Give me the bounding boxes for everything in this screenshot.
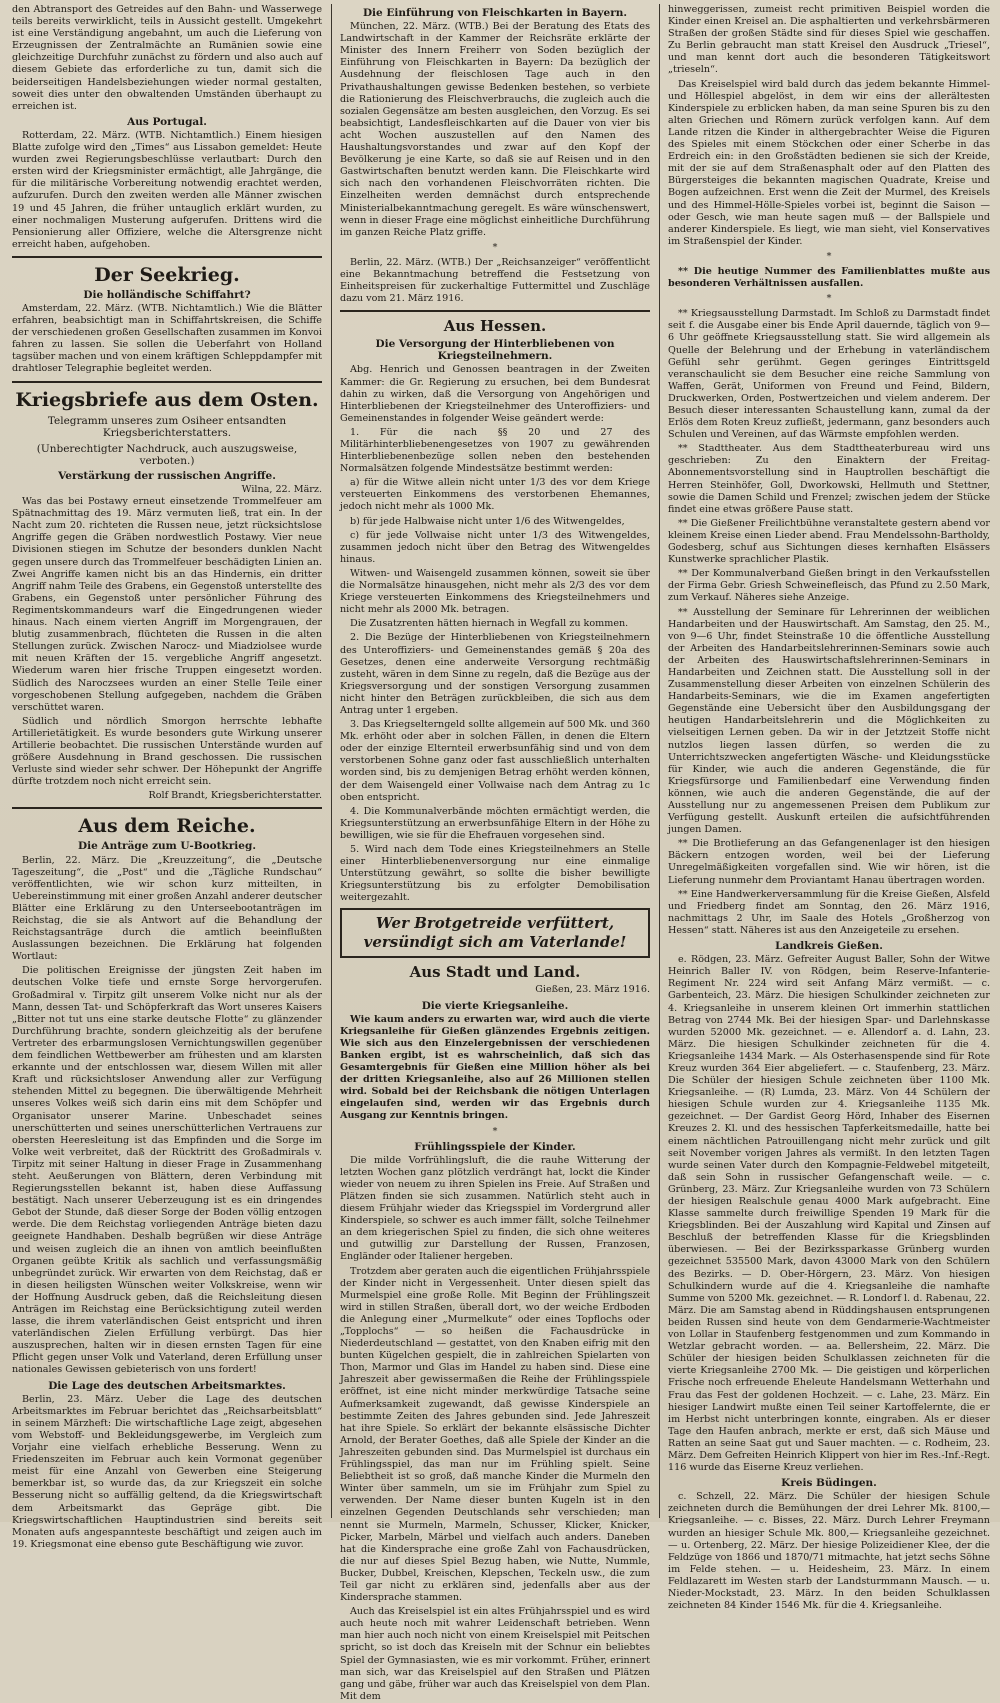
arbeitsmarkt-paragraph: Berlin, 23. März. Ueber die Lage des deutschen Arbeitsmarktes im Februar berichtet das „Reichsarbeitsblatt“ in seinem Märzheft: Die wirtschaftliche Lage zeigt, abgesehen vom Webstoff- und Bekleidungsgewerbe, im Vergleich zum Vorjahr eine vielfach erhebliche Besserung. Wenn zu Friedenszeiten im Februar auch kein Vormonat gegenüber meist für eine Anzahl von Gewerben eine Steigerung bemerkbar ist, so wurde das, da zur Kriegszeit ein solche Besserung nicht so auffällig geltend, da die Kriegswirtschaft dem Arbeitsmarkt das Gepräge gibt. Die Kriegswirtschaftlichen Hauptindustrien sind bereits seit Monaten aufs angespannteste beschäftigt und zeigen auch im 19. Kriegsmonat eine ebenso gute Beschäftigung wie zuvor. [12, 1393, 322, 1550]
fruehlingsspiele-paragraph-2: Trotzdem aber geraten auch die eigentlichen Frühjahrsspiele der Kinder nicht in Vergessenheit. Unter diesen spielt das Murmelspiel eine große Rolle. Mit Beginn der Frühlingszeit wird in stillen Straßen, überall dort, wo der weiche Erdboden die Anlegung einer „Murmelkute“ oder eines Topflochs oder „Topplochs“ — so heißen die Fachausdrücke in Niederdeutschland — gestattet, von den Knaben eifrig mit den bunten Kügelchen gespielt, die in zahlreichen Spielarten von Thon, Marmor und Glas im Handel zu haben sind. Diese eine Jahreszeit aber gewissermaßen die Reihe der Frühlingsspiele eröffnet, ist eine nicht minder merkwürdige Tatsache seine Aufmerksamkeit zugewandt, daß gewisse Kinderspiele an bestimmte Zeiten des Jahres gebunden sind. Jede Jahreszeit hat ihre Spiele. So erklärt der bekannte elsässische Dichter Arnold, der Berater Goethes, daß alle Spiele der Kinder an die Jahreszeiten gebunden sind. Das Murmelspiel ist durchaus ein Frühlingsspiel, das man nur im Frühling spielt. Seine Beliebtheit ist so groß, daß manche Kinder die Murmeln den Winter über sammeln, um sie im Frühjahr zum Spiel zu verwenden. Der Name dieser bunten Kugeln ist in den einzelnen Gegenden Deutschlands sehr verschieden; man nennt sie Murmeln, Marmeln, Schusser, Klicker, Knicker, Picker, Marbeln, Märbel und vielfach auch anders. Daneben hat die Kindersprache eine große Zahl von Fachausdrücken, die nur auf dieses Spiel Bezug haben, wie Nutte, Nummle, Bucker, Dubbel, Kreischen, Klepschen, Teckeln usw., die zum Teil gar nicht zu erklären sind, jedenfalls aber aus der Kindersprache stammen. [340, 1265, 650, 1604]
portugal-headline: Aus Portugal. [127, 115, 207, 128]
seekrieg-subheadline: Die holländische Schiffahrt? [83, 288, 251, 301]
separator-star: * [492, 1125, 498, 1137]
stadt-land-dateline: Gießen, 23. März 1916. [535, 984, 650, 996]
osten-headline: Kriegsbriefe aus dem Osten. [15, 388, 319, 411]
kriegsanleihe-subheadline: Die vierte Kriegsanleihe. [421, 999, 569, 1012]
fruehlingsspiele-paragraph-1: Die milde Vorfrühlingsluft, die die rauhe Witterung der letzten Wochen ganz plötzlich verdrängt hat, lockt die Kinder wieder von neuem zu ihren Spielen ins Freie. Auf Straßen und Plätzen finden sie sich zusammen. Natürlich steht auch in diesem Frühjahr wieder das Kriegsspiel im Vordergrund aller Kinderspiele, so schwer es auch immer fällt, solche Teilnehmer an dem kriegerischen Spiel zu finden, die sich ohne weiteres und gutwillig zur Darstellung der Russen, Franzosen, Engländer oder Italiener hergeben. [340, 1154, 650, 1263]
futtermittel-article: Berlin, 22. März. (WTB.) Der „Reichsanzeiger“ veröffentlicht eine Bekanntmachung betreffend die Festsetzung von Einheitspreisen für zuckerhaltige Futtermittel und Zuschläge dazu vom 21. März 1916. [340, 256, 650, 305]
article-continuation: den Abtransport des Getreides auf den Bahn- und Wasserwege teils bereits verwirklicht, teils in Aussicht gestellt. Umgekehrt ist eine Verständigung angebahnt, um auch die Lieferung von Erzeugnissen der Zentralmächte an Rumänien sowie eine gleichzeitige Durchfuhr zunächst zu fördern und also auch auf diesem Gebiete das erforderliche zu tun, damit sich die beiderseitigen Handelsbeziehungen wieder normal gestalten, soweit dies unter den obwaltenden Umständen überhaupt zu erreichen ist. [12, 4, 322, 112]
column-2 [340, 4, 650, 1702]
brotlieferung-article: ** Die Brotlieferung an das Gefangenenlager ist den hiesigen Bäckern entzogen worden, weil bei der Lieferung Unregelmäßigkeiten vorgefallen sind. Wie wir hören, ist die Lieferung nunmehr dem Proviantamt Hanau übertragen worden. [668, 838, 990, 886]
section-rule [340, 310, 650, 312]
hessen-item-a: a) für die Witwe allein nicht unter 1/3 des vor dem Kriege versteuerten Einkommens des verstorbenen Ehemannes, jedoch nicht mehr als 1000 Mk. [340, 477, 650, 513]
brotgetreide-notice-box: Wer Brotgetreide verfüttert, versündigt sich am Vaterlande! [340, 908, 650, 958]
seekrieg-headline: Der Seekrieg. [94, 263, 240, 286]
reiche-paragraph-2: Die politischen Ereignisse der jüngsten Zeit haben im deutschen Volke tiefe und ernste Sorge hervorgerufen. Großadmiral v. Tirpitz gilt unserem Volke nicht nur als der Mann, dessen Tat- und Schöpferkraft das Wort unseres Kaisers „Bitter not tut uns eine starke deutsche Flotte“ zu glänzender Durchführung brachte, sondern gleichzeitig als der berufene Vertreter des erbarmungslosen Vernichtungswillen gegenüber dem feindlichen Wettbewerber am frühesten und am klarsten erkannte und der entschlossen war, diesem Willen mit aller Kraft und rücksichtsloser Anwendung aller zur Verfügung stehenden Mittel zu begegnen. Die überwältigende Mehrheit unseres Volkes weiß sich darin eins mit dem Schöpfer und Organisator unserer Marine. Unbeschadet seines unerschütterten und seines unerschütterlichen Vertrauens zur obersten Heeresleitung ist das Empfinden und die Sorge im Volke weit verbreitet, daß der Rücktritt des Großadmirals v. Tirpitz mit seiner Haltung in dieser Frage in Zusammenhang steht. Aeußerungen von Blättern, deren Verbindung mit Regierungsstellen bekannt ist, haben diese Auffassung bestätigt. Nach unserer Ueberzeugung ist es ein dringendes Gebot der Stunde, daß dieser Sorge der Boden völlig entzogen werde. Die dem Reichstag vorliegenden Anträge bieten dazu geeignete Handhaben. Deshalb begrüßen wir diese Anträge und weisen zugleich die an ihnen von amtlich beeinflußten Organen geübte Kritik als sachlich und verfassungsmäßig unbegründet zurück. Wir erwarten von dem Reichstag, daß er in diesen heiligsten Wünschen weiter Volkskreise, wenn wir der Hoffnung Ausdruck geben, daß die Reichsleitung diesen Anträgen im Reichstag eine Berücksichtigung zuteil werden lasse, die ihrem vaterländischen Geist entspricht und ihren vaterländischen Zielen Erfüllung verbürgt. Das hier auszusprechen, halten wir in diesen ernsten Tagen für eine Pflicht gegen unser Volk und Vaterland, deren Erfüllung unser nationales Gewissen gebieterisch von uns fordert! [12, 965, 322, 1376]
fleischkarten-article: München, 22. März. (WTB.) Bei der Beratung des Etats des Landwirtschaft in der Kammer der Reichsräte erklärte der Minister des Innern Freiherr von Soden bezüglich der Einführung von Fleischkarten in Bayern: Da bezüglich der Ausdehnung der fleischlosen Tage auch in den Privathaushaltungen gewisse Bedenken bestehen, so verbiete die Rationierung des Fleischverbrauchs, die zugleich auch die sozialen Gegensätze am besten ausgleichen, den Vorzug. Es sei beabsichtigt, Landesfleischkarten auf die Dauer von vier bis acht Wochen auszustellen auf den Namen des Haushaltungsvorstandes und zwar auf den Kopf der Bevölkerung je eine Karte, so daß sie auf Reisen und in den Gastwirtschaften benutzt werden kann. Die Fleischkarte wird sich nach den vorhandenen Fleischvorräten richten. Die Einzelheiten werden demnächst durch entsprechende Ministerialbekanntmachung geregelt. Es wäre wünschenswert, wenn in dieser Frage eine möglichst einheitliche Durchführung im ganzen Reiche Platz griffe. [340, 21, 650, 238]
hessen-paragraph-3: Witwen- und Waisengeld zusammen können, soweit sie über die Normalsätze hinausgehen, nicht mehr als 2/3 des vor dem Kriege versteuerten Einkommens des Kriegsteilnehmers und nicht mehr als 2000 Mk. betragen. [340, 567, 650, 616]
fleischkarten-headline: Die Einführung von Fleischkarten in Bayern. [362, 7, 628, 19]
kreis-buedingen-reports: c. Schzell, 22. März. Die Schüler der hiesigen Schule zeichneten durch die Bemühungen der drei Lehrer Mk. 8100,— Kriegsanleihe. — c. Bisses, 22. März. Durch Lehrer Freymann wurden an hiesiger Schule Mk. 800,— Kriegsanleihe gezeichnet. — u. Ortenberg, 22. März. Der hiesige Polizeidiener Klee, der die Feldzüge von 1866 und 1870/71 mitmachte, hat jetzt sechs Söhne im Felde stehen. — u. Heidesheim, 23. März. In einem Feldlazarett im Westen starb der Landsturmmann Mausch. — u. Nieder-Mockstadt, 23. März. In den beiden Schulklassen zeichneten 84 Kinder 1546 Mk. für die 4. Kriegsanleihe. [668, 1491, 990, 1612]
reiche-headline: Aus dem Reiche. [78, 815, 256, 838]
hessen-subheadline: Die Versorgung der Hinterbliebenen von Kriegsteilnehmern. [375, 338, 615, 363]
freilichtbuehne-article: ** Die Gießener Freilichtbühne veranstaltete gestern abend vor kleinem Kreise einen Lieder abend. Frau Mendelssohn-Bartholdy, Godesberg, schuf aus Sichtungen dieses kernhaften Elsässers Kunstwerke sprachlicher Plastik. [668, 517, 990, 566]
osten-paragraph-2: Südlich und nördlich Smorgon herrschte lebhafte Artillerietätigkeit. Es wurde besonders gute Wirkung unserer Artillerie beobachtet. Die russischen Unterstände wurden auf größere Ausdehnung in Brand geschossen. Die russischen Verluste sind wieder sehr schwer. Der Höhepunkt der Angriffe dürfte trotzdem noch nicht erreicht sein. [12, 715, 322, 788]
spiele-continuation: hinweggerissen, zumeist recht primitiven Beispiel worden die Kinder einen Kreisel an. Die asphaltierten und verkehrsbärmeren Straßen der großen Städte sind für dieses Spiel wie geschaffen. Zu Berlin gebraucht man statt Kreisel den Ausdruck „Triesel“, und man kennt dort auch die besonderen Tätigkeitswort „trieseln“. [668, 4, 990, 76]
osten-copyright-note: (Unberechtigter Nachdruck, auch auszugsweise, verboten.) [36, 442, 298, 467]
section-rule [12, 256, 322, 258]
hessen-headline: Aus Hessen. [443, 317, 547, 336]
hessen-paragraph-5: 2. Die Bezüge der Hinterbliebenen von Kriegsteilnehmern des Unteroffiziers- und Gemeinenstandes gemäß § 20a des Gesetzes, denen eine anderweite Versorgung rechtmäßig zusteht, wären in dem Sinne zu regeln, daß die Bezüge aus der Kriegsversorgung und der sonstigen Versorgung zusammen nicht hinter den Beträgen zurückbleiben, die sich aus dem Antrag unter 1 ergeben. [340, 632, 650, 716]
fruehlingsspiele-subheadline: Frühlingsspiele der Kinder. [414, 1140, 576, 1153]
seminare-article: ** Ausstellung der Seminare für Lehrerinnen der weiblichen Handarbeiten und der Hauswirtschaft. Am Samstag, den 25. M., von 9—6 Uhr, findet Steinstraße 10 die öffentliche Ausstellung der Arbeiten des Handarbeitslehrerinnen-Seminars sowie auch der Arbeiten des Hauswirtschaftslehrerinnen-Seminars in Handarbeiten und Zeichnen statt. Die Ausstellung soll in der Zusammenstellung dieser Arbeiten von einzelnen Schülerin des Handarbeits-Seminars, wie die im Examen angefertigten Gegenstände eine Uebersicht über den Ausbildungsgang der heutigen Handarbeitslehrerin und die Möglichkeiten zu vielseitigen Lernen geben. Da wir in der Jetztzeit Stoffe nicht nutzlos liegen lassen dürfen, so werden die zu Unterrichtszwecken angefertigten Wäsche- und Kleidungsstücke für Kinder, wie auch die anderen Gegenstände, die für Kriegsfürsorge und Familienbedarf eine Verwendung finden können, wie auch die anderen Gegenstände, die auf der Ausstellung nur zu angemessenen Preisen dem Publikum zur Verfügung gestellt. Auskunft erteilen die aufsichtführenden jungen Damen. [668, 606, 990, 836]
portugal-article: Rotterdam, 22. März. (WTB. Nichtamtlich.) Einem hiesigen Blatte zufolge wird den „Times“ aus Lissabon gemeldet: Heute wurden zwei Regierungsbeschlüsse verlautbart: Durch den ersten wird der Kriegsminister ermächtigt, alle Jahrgänge, die für die militärische Vorbereitung notwendig erachtet werden, aufzurufen. Durch den zweiten werden alle Männer zwischen 19 und 45 Jahren, die früher untauglich erklärt wurden, zu einer nochmaligen Musterung aufgerufen. Drittens wird die Pensionierung aller Offiziere, welche die Altersgrenze nicht erreicht haben, aufgehoben. [12, 129, 322, 250]
osten-dateline: Wilna, 22. März. [241, 484, 322, 495]
stadttheater-article: ** Stadttheater. Aus dem Stadttheaterbureau wird uns geschrieben: Zu den Einaktern der Freitag-Abonnementsvorstellung sind in Hauptrollen beschäftigt die Herren Steinhöfer, Goll, Dworkowski, Hellmuth und Stettner, sowie die Damen Schild und Frenzel; zwischen jedem der Stücke findet eine etwas größere Pause statt. [668, 443, 990, 515]
spiele-continuation-2: Das Kreiselspiel wird bald durch das jedem bekannte Himmel- und Höllespiel abgelöst, in dem wir eins der allerältesten Kinderspiele zu erblicken haben, da man seine Spuren bis zu den alten Griechen und Römern zurück verfolgen kann. Auf dem Lande ritzen die Kinder in althergebrachter Weise die Figuren des Spieles mit einem Stöckchen oder einer Scherbe in das Erdreich ein: in den Großstädten bedienen sie sich der Kreide, mit der sie auf dem Straßenasphalt oder auf den Platten des Bürgersteiges die bekannten magischen Quadrate, Kreise und Bogen aufzeichnen. Erst wenn die Zeit der Murmel, des Kreisels und des Himmel-Hölle-Spieles vorbei ist, beginnt die Saison — oder Gesch, wie man heute sagen muß — der Ballspiele und anderer Kinderspiele. Es liegt, wie man sieht, viel Konservatives im Straßenspiel der Kinder. [668, 78, 990, 247]
section-rule [12, 381, 322, 383]
kommunalverband-article: ** Der Kommunalverband Gießen bringt in den Verkaufsstellen der Firma Gebr. Griesh Schweinefleisch, das Pfund zu 2.50 Mark, zum Verkauf. Näheres siehe Anzeige. [668, 568, 990, 604]
hessen-item-b: b) für jede Halbwaise nicht unter 1/6 des Witwengeldes, [350, 515, 625, 527]
column-3 [668, 4, 990, 1612]
reiche-subheadline: Die Anträge zum U-Bootkrieg. [78, 840, 256, 853]
hessen-paragraph-1: Abg. Henrich und Genossen beantragen in der Zweiten Kammer: die Gr. Regierung zu ersuchen, bei dem Bundesrat dahin zu wirken, daß die Versorgung von Angehörigen und Hinterbliebenen der Kriegsteilnehmer des Unteroffiziers- und Gemeinenstandes in folgender Weise geändert werde: [340, 364, 650, 424]
seekrieg-article: Amsterdam, 22. März. (WTB. Nichtamtlich.) Wie die Blätter erfahren, beabsichtigt man in Schiffahrtskreisen, die Schiffe der verschiedenen großen Gesellschaften zusammen im Konvoi fahren zu lassen. Sie sollen die Ueberfahrt von Holland tagsüber machen und von einem kräftigen Schleppdampfer mit drahtloser Telegraphie begleitet werden. [12, 302, 322, 375]
column-rule [331, 4, 332, 1518]
kreis-buedingen-headline: Kreis Büdingen. [781, 1477, 877, 1490]
hessen-item-c: c) für jede Vollwaise nicht unter 1/3 des Witwengeldes, zusammen jedoch nicht über den Betrag des Witwengeldes hinaus. [340, 529, 650, 565]
hessen-paragraph-7: 4. Die Kommunalverbände möchten ermächtigt werden, die Kriegsunterstützung an erwerbsunfähige Eltern in der Höhe zu bewilligen, wie sie für die Ehefrauen vorgesehen sind. [340, 805, 650, 841]
kriegsausstellung-article: ** Kriegsausstellung Darmstadt. Im Schloß zu Darmstadt findet seit f. die Ausgabe einer bis Ende April dauernde, täglich von 9—6 Uhr geöffnete Kriegsausstellung statt. Sie wird allgemein als Quelle der Belehrung und der Erhebung in vaterländischem Gefühl sehr gerühmt. Gegen geringes Eintrittsgeld veranschaulicht sie dem Besucher eine reiche Sammlung von Waffen, Gerät, Uniformen von Freund und Feind, Bildern, Druckwerken, Orden, Postwertzeichen und vielem anderem. Der Besuch dieser interessanten Schaustellung kann, zumal da der Erlös dem Roten Kreuz zufließt, jedermann, ganz besonders auch Schulen und Vereinen, auf das Wärmste empfohlen werden. [668, 308, 990, 441]
reiche-paragraph-1: Berlin, 22. März. Die „Kreuzzeitung“, die „Deutsche Tageszeitung“, die „Post“ und die „Tägliche Rundschau“ veröffentlichten, wie wir schon kurz mitteilten, in Uebereinstimmung mit einer großen Anzahl anderer deutscher Blätter eine Erklärung zu den Unterseebootanträgen im Reichstag, die sie als Antwort auf die Behandlung der Reichstagsanträge durch die amtlich beeinflußten Auslassungen bezeichnen. Die Erklärung hat folgenden Wortlaut: [12, 854, 322, 963]
hessen-paragraph-2: 1. Für die nach §§ 20 und 27 des Militärhinterbliebenengesetzes von 1907 zu gewährenden Hinterbliebenenbezüge sollen neben den bestehenden Normalsätzen folgende Mindestsätze bestimmt werden: [340, 426, 650, 475]
section-rule [12, 807, 322, 809]
osten-paragraph-1: Was das bei Postawy erneut einsetzende Trommelfeuer am Spätnachmittag des 19. März vermuten ließ, trat ein. In der Nacht zum 20. richteten die Russen neue, jetzt rücksichtslose Angriffe gegen die Gräben nordwestlich Postawy. Vier neue Divisionen stiegen im Schutze der besonders dunklen Nacht gegen unsere durch das Trommelfeuer beschädigten Linien an. Zwei Angriffe kamen nicht bis an das Hindernis, ein dritter Angriff nahm Teile des Grabens, ein Gegenstoß unterstellte des Grabens, ein Gegenstoß unter persönlicher Führung des Regimentskommandeurs warf die Eingedrungenen wieder hinaus. Nach einem vierten Angriff im Morgengrauen, der blutig zusammenbrach, flüchteten die Russen in die alten Stellungen zurück. Zwischen Narocz- und Miadziolsee wurde mit neuen Kräften der 15. vergebliche Angriff angesetzt. Wiederum waren hier frische Truppen eingesetzt worden. Südlich des Naroczsees wurden an einer Stelle Teile einer vorgeschobenen Stellung aufgegeben, nachdem die Gräben verschüttet waren. [12, 496, 322, 713]
kriegsanleihe-article: Wie kaum anders zu erwarten war, wird auch die vierte Kriegsanleihe für Gießen glänzendes Ergebnis zeitigen. Wie sich aus den Einzelergebnissen der verschiedenen Banken ergibt, ist es wahrscheinlich, daß sich das Gesamtergebnis für Gießen eine Million höher als bei der dritten Kriegsanleihe, also auf 26 Millionen stellen wird. Sobald bei der Reichsbank die nötigen Unterlagen eingelaufen sind, werden wir das Ergebnis durch Ausgang zur Kenntnis bringen. [340, 1013, 650, 1122]
osten-subheadline: Verstärkung der russischen Angriffe. [58, 469, 276, 482]
familienblatt-notice: ** Die heutige Nummer des Familienblattes mußte aus besonderen Verhältnissen ausfallen. [668, 265, 990, 290]
separator-star: * [826, 250, 832, 262]
column-rule [659, 4, 660, 1518]
column-1 [12, 4, 322, 1550]
osten-telegram-note: Telegramm unseres zum Osiheer entsandten Kriegsberichterstatters. [47, 414, 287, 439]
hessen-paragraph-4: Die Zusatzrenten hätten hiernach in Wegfall zu kommen. [350, 618, 629, 630]
landkreis-giessen-reports: e. Rödgen, 23. März. Gefreiter August Baller, Sohn der Witwe Heinrich Baller IV. von Rödgen, beim Reserve-Infanterie-Regiment Nr. 224 wird seit Anfang März vermißt. — c. Garbenteich, 23. März. Die hiesigen Schulkinder zeichneten zur 4. Kriegsanleihe in unserem kleinen Ort immerhin stattlichen Betrag von 2744 Mk. Bei der hiesigen Spar- und Darlehnskasse wurden 52000 Mk. gezeichnet. — e. Allendorf a. d. Lahn, 23. März. Die hiesigen Schulkinder zeichneten für die 4. Kriegsanleihe 1434 Mark. — Als Osterhasenspende sind für Rote Kreuz wurden 364 Eier abgeliefert. — c. Staufenberg, 23. März. Die Schüler der hiesigen Schule zeichneten über 1100 Mk. Kriegsanleihe. — (R) Lumda, 23. März. Von 44 Schülern der hiesigen Schule wurden zur 4. Kriegsanleihe 1135 Mk. gezeichnet. — Der Gardist Georg Hörd, Inhaber des Eisernen Kreuzes 2. Kl. und des hessischen Tapferkeitsmedaille, hatte bei einem nächtlichen Patrouillengang nicht mehr zurück und gilt seit November vorigen Jahres als vermißt. In den letzten Tagen wurde seinen Vater durch den Kompagnie-Feldwebel mitgeteilt, daß sein Sohn in russischer Gefangenschaft weile. — c. Grünberg, 23. März. Zur Kriegsanleihe wurden von 73 Schülern der hiesigen Realschule genau 4000 Mark aufgebracht. Eine Klasse sammelte durch freiwillige Spenden 19 Mark für die Kriegsblinden. Bei der Auszahlung wird Kapital und Zinsen auf Beschluß der betreffenden Klasse für die Kriegsblinden überwiesen. — Bei der Bezirkssparkasse Grünberg wurden gezeichnet 535500 Mark, davon 43000 Mark von den Schülern des Bezirks. — D. Ober-Hörgern, 23. März. Von hiesigen Schulkindern wurde auf die 4. Kriegsanleihe die namhafte Summe von 5200 Mk. gezeichnet. — R. Londorf l. d. Rabenau, 22. März. Die am Samstag abend in Rüddingshausen entsprungenen beiden Russen sind heute von dem Gendarmerie-Wachtmeister von Lollar in Staufenberg festgenommen und zum Kommando in Wetzlar gebracht worden. — aa. Bellersheim, 22. März. Die Schüler der hiesigen beiden Schulklassen zeichneten für die vierte Kriegsanleihe 2700 Mk. — Die geistigen und körperlichen Frische noch erfreuende Eheleute Handelsmann Wetterhahn und Frau das Fest der goldenen Hochzeit. — c. Lahe, 23. März. Ein hiesiger Landwirt mußte einen Teil seiner Kartoffelernte, die er im Herbst nicht unterbringen konnte, eingraben. Als er dieser Tage den Haufen anbrach, merkte er erst, daß sich Mäuse und Ratten an seine Saat gut und Sauer machten. — c. Rodheim, 23. März. Dem Gefreiten Heinrich Klippert von hier im Res.-Inf.-Regt. 116 wurde das Eiserne Kreuz verliehen. [668, 954, 990, 1474]
separator-star: * [826, 293, 832, 305]
stadt-land-headline: Aus Stadt und Land. [409, 963, 581, 982]
arbeitsmarkt-subheadline: Die Lage des deutschen Arbeitsmarktes. [48, 1379, 286, 1392]
hessen-paragraph-8: 5. Wird nach dem Tode eines Kriegsteilnehmers an Stelle einer Hinterbliebenenversorgung nur eine einmalige Unterstützung gewährt, so sollte die bisher bewilligte Kriegsunterstützung bis zu erfolgter Demobilisation weitergezahlt. [340, 844, 650, 904]
osten-byline: Rolf Brandt, Kriegsberichterstatter. [148, 790, 322, 802]
landkreis-giessen-headline: Landkreis Gießen. [775, 940, 883, 953]
fruehlingsspiele-paragraph-3: Auch das Kreiselspiel ist ein altes Frühjahrsspiel und es wird auch heute noch mit wahrer Leidenschaft betrieben. Wenn man hier auch noch nicht von einem Kreiselspiel mit Peitschen spricht, so ist doch das Kreiseln mit der Schnur ein beliebtes Spiel der Gymnasiasten, wie es mir vorkommt. Früher, erinnert man sich, war das Kreiselspiel auf den Straßen und Plätzen gang und gäbe, früher war auch das Kreiselspiel von dem Plan. Mit dem [340, 1606, 650, 1702]
separator-star: * [492, 241, 498, 253]
handwerker-article: ** Eine Handwerkerversammlung für die Kreise Gießen, Alsfeld und Friedberg findet am Sonntag, den 26. März 1916, nachmittags 2 Uhr, im Saale des Hotels „Großherzog von Hessen“ statt. Näheres ist aus den Anzeigeteile zu ersehen. [668, 888, 990, 936]
hessen-paragraph-6: 3. Das Kriegselterngeld sollte allgemein auf 500 Mk. und 360 Mk. erhöht oder aber in solchen Fällen, in denen die Eltern oder der einzige Elternteil erwerbsunfähig sind und von dem verstorbenen Sohne ganz oder fast ausschließlich unterhalten worden sind, bis zu demjenigen Betrag erhöht werden können, der dem Waisengeld einer Vollwaise nach dem Antrag zu 1c oben entspricht. [340, 719, 650, 803]
